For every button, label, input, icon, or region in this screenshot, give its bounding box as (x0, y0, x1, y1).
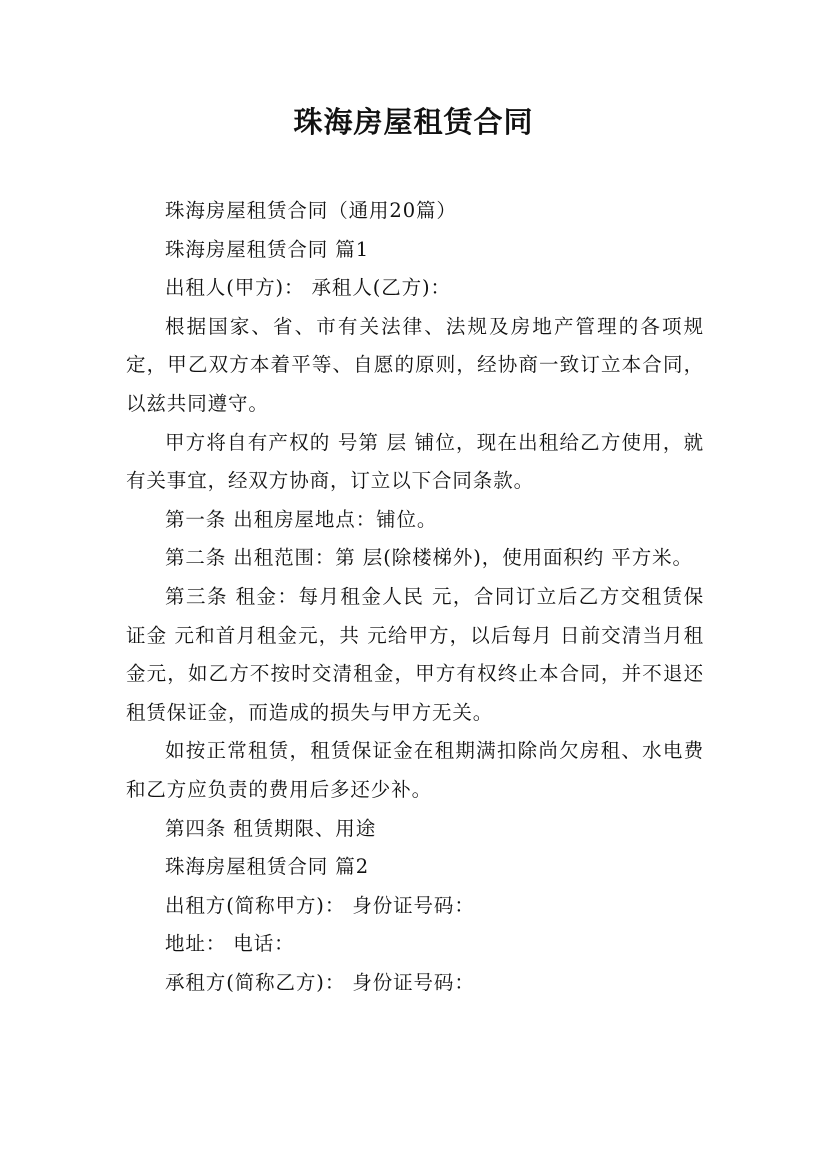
paragraph-lessee: 承租方(简称乙方)： 身份证号码： (165, 970, 475, 994)
paragraph-article-4: 第四条 租赁期限、用途 (165, 816, 377, 840)
paragraph-deposit: 如按正常租赁，租赁保证金在租期满扣除尚欠房租、水电费和乙方应负责的费用后多还少补。 (126, 739, 704, 801)
paragraph-parties: 出租人(甲方)： 承租人(乙方)： (165, 276, 451, 300)
paragraph-preamble: 根据国家、省、市有关法律、法规及房地产管理的各项规定，甲乙双方本着平等、自愿的原则，经协商一致订立本合同，以兹共同遵守。 (126, 314, 704, 415)
document-title: 珠海房屋租赁合同 (293, 105, 534, 139)
document-body (126, 192, 704, 1002)
paragraph-section-heading: 珠海房屋租赁合同 篇2 (165, 855, 370, 879)
paragraph-lessor: 出租方(简称甲方)： 身份证号码： (165, 893, 475, 917)
paragraph-article-1: 第一条 出租房屋地点：铺位。 (165, 507, 438, 531)
paragraph-subtitle: 珠海房屋租赁合同（通用20篇） (165, 199, 457, 222)
paragraph-address: 地址： 电话： (165, 932, 295, 956)
paragraph-premises: 甲方将自有产权的 号第 层 铺位，现在出租给乙方使用，就有关事宜，经双方协商，订立以下合同条款。 (126, 430, 704, 493)
paragraph-article-3: 第三条 租金：每月租金人民 元，合同订立后乙方交租赁保证金 元和首月租金元，共 元给甲方，以后每月 日前交清当月租金元，如乙方不按时交清租金，甲方有权终止本合同，并不退还租赁保证金，而造成的损失与甲方无关。 (126, 584, 704, 724)
paragraph-article-2: 第二条 出租范围：第 层(除楼梯外)，使用面积约 平方米。 (165, 546, 693, 570)
paragraph-section-heading: 珠海房屋租赁合同 篇1 (165, 237, 370, 261)
